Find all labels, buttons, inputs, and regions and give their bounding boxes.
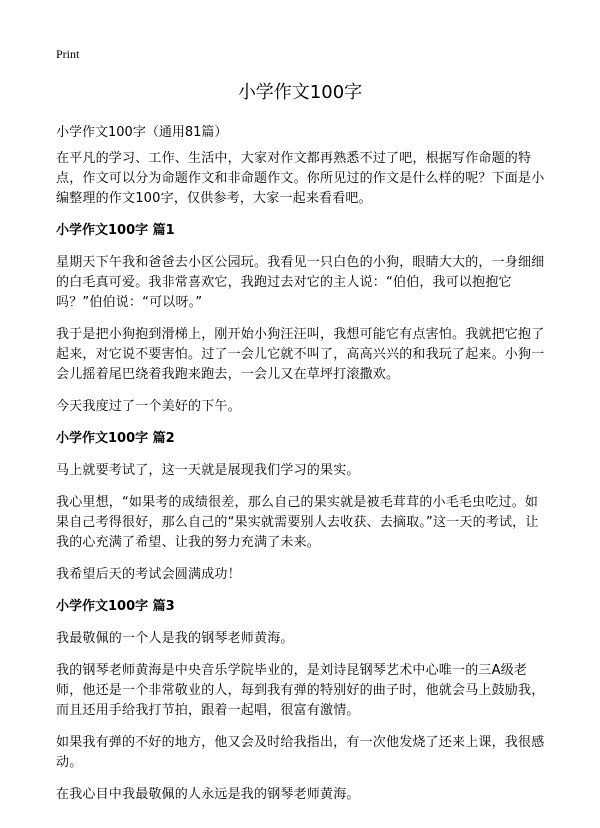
paragraph: 如果我有弹的不好的地方，他又会及时给我指出，有一次他发烧了还来上课，我很感动。 <box>56 735 545 770</box>
paragraph: 我的钢琴老师黄海是中央音乐学院毕业的，是刘诗昆钢琴艺术中心唯一的三A级老师，他还是一个非常敬业的人，每到我有弹的特别好的曲子时，他就会马上鼓励我，而且还用手给我打节拍，跟着一起唱，很富有激情。 <box>56 663 545 718</box>
article-body <box>56 149 546 817</box>
section-2 <box>56 429 546 585</box>
subtitle: 小学作文100字（通用81篇） <box>56 125 228 140</box>
section-1 <box>56 221 546 417</box>
intro-paragraph: 在平凡的学习、工作、生活中，大家对作文都再熟悉不过了吧，根据写作命题的特点，作文可以分为命题作文和非命题作文。你所见过的作文是什么样的呢？下面是小编整理的作文100字，仅供参考，大家一起来看看吧。 <box>56 151 545 206</box>
paragraph: 马上就要考试了，这一天就是展现我们学习的果实。 <box>56 463 360 478</box>
section-heading: 小学作文100字 篇3 <box>56 599 175 614</box>
paragraph: 今天我度过了一个美好的下午。 <box>56 399 241 414</box>
section-heading: 小学作文100字 篇2 <box>56 431 175 446</box>
section-3 <box>56 597 546 805</box>
paragraph: 我希望后天的考试会圆满成功！ <box>56 567 241 582</box>
section-heading: 小学作文100字 篇1 <box>56 223 175 238</box>
paragraph: 我心里想，“如果考的成绩很差，那么自己的果实就是被毛茸茸的小毛毛虫吃过。如果自己考得很好，那么自己的“果实就需要别人去收获、去摘取。”这一天的考试，让我的心充满了希望、让我的努力充满了未来。 <box>56 495 539 550</box>
paragraph: 我于是把小狗抱到滑梯上，刚开始小狗汪汪叫，我想可能它有点害怕。我就把它抱了起来，对它说不要害怕。过了一会儿它就不叫了，高高兴兴的和我玩了起来。小狗一会儿摇着尾巴绕着我跑来跑去，一会儿又在草坪打滚撒欢。 <box>56 327 545 382</box>
print-link[interactable]: Print <box>56 47 80 61</box>
paragraph: 星期天下午我和爸爸去小区公园玩。我看见一只白色的小狗，眼睛大大的，一身细细的白毛真可爱。我非常喜欢它，我跑过去对它的主人说：“伯伯，我可以抱抱它吗？”伯伯说：“可以呀。” <box>56 255 545 310</box>
paragraph: 我最敬佩的一个人是我的钢琴老师黄海。 <box>56 631 294 646</box>
page-title: 小学作文100字 <box>237 82 363 103</box>
paragraph: 在我心目中我最敬佩的人永远是我的钢琴老师黄海。 <box>56 787 360 802</box>
